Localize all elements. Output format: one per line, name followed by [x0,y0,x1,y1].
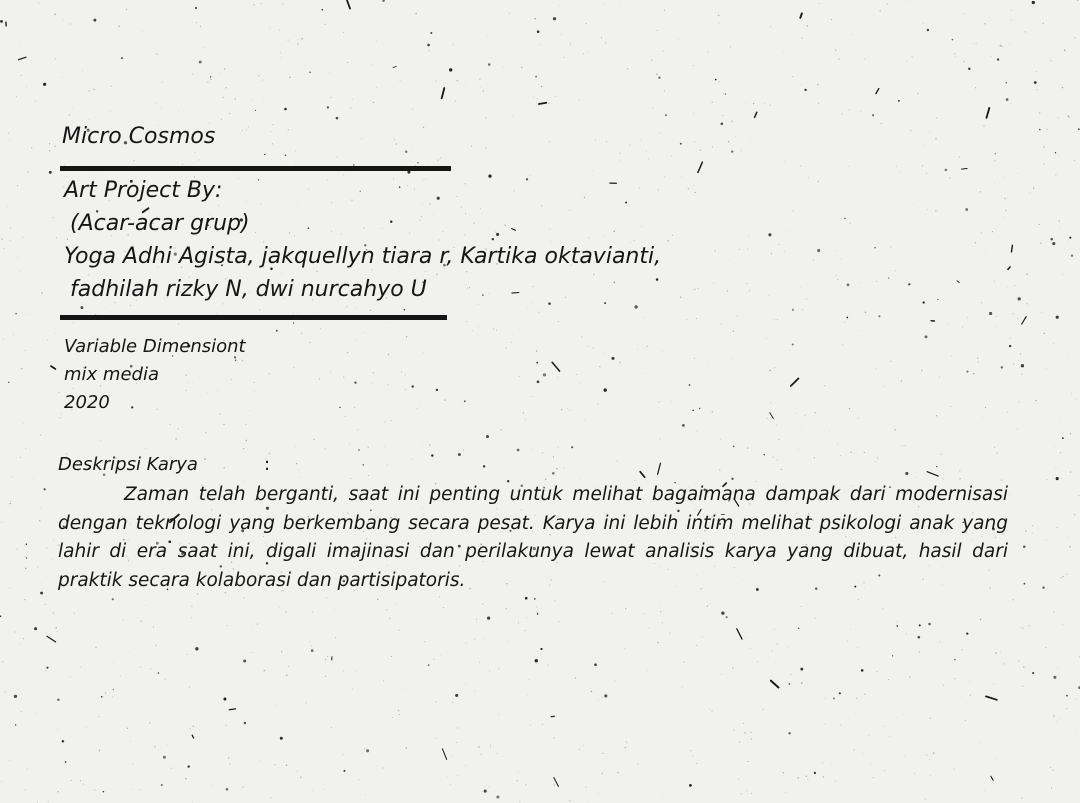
description-body [58,481,1008,595]
detail-year: 2020 [64,392,110,413]
description-text: Zaman telah berganti, saat ini penting untuk melihat bagaimana dampak dari modernisasi dengan teknologi yang berkembang secara pesat. Karya ini lebih intim melihat psikologi anak yang lahir di era saat ini, digali imajinasi dan perilakunya lewat analisis karya yang dibuat, hasil dari praktik secara kolaborasi dan partisipatoris. [58,484,1008,591]
detail-dimension: Variable Dimensiont [64,336,246,357]
detail-medium: mix media [64,364,159,385]
credits-members-line1: Yoga Adhi Agista, jakquellyn tiara r, Kartika oktavianti, [64,244,662,269]
divider-top [60,166,451,171]
credits-members-line2: fadhilah rizky N, dwi nurcahyo U [70,277,427,302]
credits-group: (Acar-acar grup) [70,211,250,236]
description-heading: Deskripsi Karya [58,454,198,475]
artwork-title: Micro Cosmos [62,124,216,149]
description-colon: : [264,454,271,475]
divider-bottom [60,315,447,320]
credits-heading: Art Project By: [64,178,223,203]
